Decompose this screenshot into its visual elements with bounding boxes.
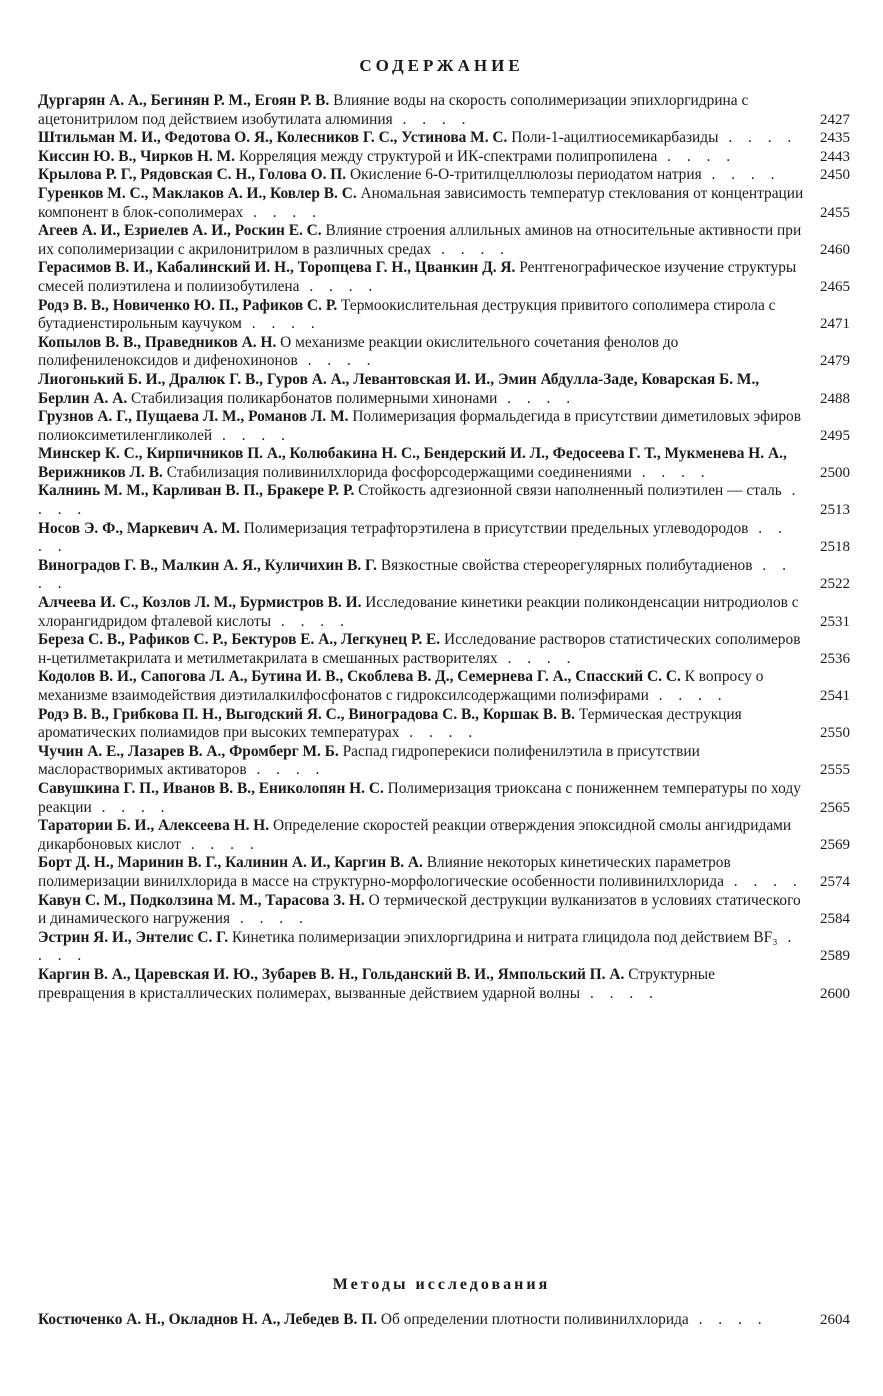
entry-title: Вязкостные свойства стереорегулярных полибутадиенов (380, 556, 753, 574)
entry-authors: Носов Э. Ф., Маркевич А. М. (38, 519, 240, 537)
entry-page-number: 2536 (820, 650, 850, 667)
entry-title: Влияние некоторых кинетических параметров полимеризации винилхлорида в массе на структурно-морфологические особенности поливинилхлорида (38, 854, 731, 890)
entry-title: О термической деструкции вулканизатов в условиях статического и динамического нагружения (38, 891, 801, 928)
toc-entry (38, 1311, 850, 1330)
leader-dots: . . . . (392, 110, 472, 128)
leader-dots: . . . . (718, 129, 798, 147)
entry-title: Стойкость адгезионной связи наполненный полиэтилен — сталь (358, 482, 782, 500)
leader-dots: . . . . (631, 463, 711, 481)
entry-title: Стабилизация поливинилхлорида фосфорсодержащими соединениями (166, 463, 632, 481)
toc-entry (38, 185, 850, 222)
entry-authors: Агеев А. И., Езриелев А. И., Роскин Е. С. (38, 222, 322, 240)
toc-entry (38, 334, 850, 371)
entry-authors: Каргин В. А., Царевская И. Ю., Зубарев В. Н., Гольданский В. И., Ямпольский П. А. (38, 965, 625, 983)
entry-authors: Савушкина Г. П., Иванов В. В., Ениколопян Н. С. (38, 779, 384, 797)
leader-dots: . . . . (243, 203, 322, 221)
leader-dots: . . . . (723, 872, 803, 890)
toc-entry (38, 148, 850, 167)
toc-entry (38, 166, 850, 185)
leader-dots: . . . . (212, 426, 291, 444)
entry-title: Об определении плотности поливинилхлорида (380, 1311, 689, 1328)
entry-title: Полимеризация тетрафторэтилена в присутствии предельных углеводородов (243, 519, 749, 537)
entry-page-number: 2541 (820, 688, 850, 704)
entry-authors: Лиогонький Б. И., Дралюк Г. В., Гуров А. А., Левантовская И. И., Эмин Абдулла-Заде, Коварская Б. М., Берлин А. А. (38, 370, 760, 407)
table-of-contents (38, 92, 850, 1003)
entry-page-number: 2471 (820, 316, 850, 333)
toc-entry (38, 259, 850, 296)
entry-page-number: 2569 (820, 836, 850, 853)
leader-dots: . . . . (241, 315, 321, 333)
entry-page-number: 2550 (820, 725, 850, 742)
leader-dots: . . . . (701, 166, 781, 184)
entry-authors: Копылов В. В., Праведников А. Н. (38, 333, 277, 351)
entry-title: Полимеризация формальдегида в присутствии диметиловых эфиров полиоксиметиленгликолей (38, 408, 801, 444)
entry-title: Стабилизация поликарбонатов полимерными хинонами (131, 389, 498, 407)
toc-entry (38, 631, 850, 668)
entry-title: Структурные превращения в кристаллических полимерах, вызванные действием ударной волны (38, 965, 715, 1002)
toc-entry (38, 780, 850, 817)
toc-entry (38, 445, 850, 482)
entry-title: Рентгенографическое изучение структуры смесей полиэтилена и полиизобутилена (38, 259, 797, 295)
leader-dots: . . . . (297, 352, 377, 370)
entry-page-number: 2479 (820, 353, 850, 370)
leader-dots: . . . . (38, 482, 802, 519)
leader-dots: . . . . (91, 798, 171, 816)
entry-page-number: 2500 (820, 464, 850, 481)
toc-entry (38, 743, 850, 780)
entry-authors: Алчеева И. С., Козлов Л. М., Бурмистров В. И. (38, 594, 362, 612)
entry-page-number: 2455 (820, 204, 850, 221)
table-of-contents-methods (38, 1311, 850, 1330)
entry-page-number: 2589 (820, 948, 850, 965)
toc-entry (38, 408, 850, 445)
entry-title: Влияние воды на скорость сополимеризации эпихлоргидрина с ацетонитрилом под действием изобутилата алюминия (38, 92, 749, 128)
toc-entry (38, 222, 850, 259)
entry-title: Влияние строения аллильных аминов на относительные активности при их сополимеризации с акрилонитрилом в различных средах (38, 222, 802, 258)
entry-title: Исследование кинетики реакции поликонденсации нитродиолов с хлорангидридом фталевой кислоты (38, 594, 799, 630)
entry-authors: Кавун С. М., Подколзина М. М., Тарасова З. Н. (38, 891, 365, 909)
entry-page-number: 2460 (820, 241, 850, 258)
leader-dots: . . . . (688, 1311, 768, 1328)
entry-title: К вопросу о механизме взаимодействия диэтилалкилфосфонатов с гидроксилсодержащими полиэфирами (38, 668, 764, 704)
leader-dots: . . . . (271, 612, 350, 630)
entry-title: Термическая деструкция ароматических полиамидов при высоких температурах (38, 705, 742, 742)
entry-authors: Эстрин Я. И., Энтелис С. Г. (38, 928, 229, 946)
toc-entry (38, 892, 850, 929)
leader-dots: . . . . (657, 147, 737, 165)
toc-entry (38, 371, 850, 408)
entry-title: Распад гидроперекиси полифенилэтила в присутствии маслорастворимых активаторов (38, 742, 700, 779)
entry-authors: Крылова Р. Г., Рядовская С. Н., Голова О. П. (38, 166, 347, 184)
entry-authors: Костюченко А. Н., Окладнов Н. А., Лебедев В. П. (38, 1311, 378, 1328)
entry-page-number: 2574 (820, 873, 850, 890)
entry-page-number: 2518 (820, 539, 850, 556)
leader-dots: . . . . (497, 649, 577, 667)
entry-page-number: 2565 (820, 799, 850, 816)
toc-entry (38, 92, 850, 129)
leader-dots: . . . . (580, 984, 659, 1002)
toc-entry (38, 520, 850, 557)
entry-page-number: 2427 (820, 111, 850, 128)
leader-dots: . . . . (38, 928, 798, 965)
leader-dots: . . . . (38, 519, 788, 556)
leader-dots: . . . . (38, 556, 792, 593)
leader-dots: . . . . (399, 724, 479, 742)
entry-title: О механизме реакции окислительного сочетания фенолов до полифениленоксидов и дифенохинонов (38, 333, 679, 370)
toc-entry (38, 557, 850, 594)
entry-authors: Штильман М. И., Федотова О. Я., Колесников Г. С., Устинова М. С. (38, 129, 508, 147)
leader-dots: . . . . (230, 910, 309, 928)
entry-page-number: 2488 (820, 390, 850, 407)
entry-page-number: 2531 (820, 613, 850, 630)
toc-entry (38, 129, 850, 148)
entry-title: Корреляция между структурой и ИК-спектрами полипропилена (238, 147, 658, 165)
entry-page-number: 2522 (820, 576, 850, 593)
toc-entry (38, 297, 850, 334)
toc-entry (38, 482, 850, 519)
entry-page-number: 2600 (820, 985, 850, 1002)
entry-authors: Герасимов В. И., Кабалинский И. Н., Торопцева Г. Н., Цванкин Д. Я. (38, 259, 516, 277)
entry-authors: Таратории Б. И., Алексеева Н. Н. (38, 817, 270, 835)
entry-title: Термоокислительная деструкция привитого сополимера стирола с бутадиенстирольным каучуком (38, 296, 776, 333)
entry-page-number: 2495 (820, 427, 850, 444)
entry-title: Поли-1-ацилтиосемикарбазиды (511, 129, 719, 147)
entry-authors: Чучин А. Е., Лазарев В. А., Фромберг М. Б. (38, 742, 339, 760)
entry-authors: Калнинь М. М., Карливан В. П., Бракере Р. Р. (38, 482, 355, 500)
entry-authors: Борт Д. Н., Маринин В. Г., Калинин А. И., Каргин В. А. (38, 854, 423, 872)
toc-entry (38, 817, 850, 854)
toc-entry (38, 966, 850, 1003)
toc-entry (38, 594, 850, 631)
toc-entry (38, 668, 850, 705)
entry-title: Исследование растворов статистических сополимеров н-цетилметакрилата и метилметакрилата в смешанных растворителях (38, 631, 801, 667)
leader-dots: . . . . (648, 687, 728, 704)
entry-authors: Минскер К. С., Кирпичников П. А., Колюбакина Н. С., Бендерский И. Л., Федосеева Г. Т., Мукменева Н. А., Верижников Л. В. (38, 445, 787, 481)
entry-authors: Кодолов В. И., Сапогова Л. А., Бутина И. В., Скоблева В. Д., Семернева Г. А., Спасский С. С. (38, 668, 681, 686)
entry-authors: Гуренков М. С., Маклаков А. И., Ковлер В. С. (38, 184, 357, 202)
leader-dots: . . . . (180, 835, 260, 853)
entry-title: Кинетика полимеризации эпихлоргидрина и нитрата глицидола под действием BF₃ (231, 928, 778, 946)
entry-page-number: 2450 (820, 167, 850, 184)
entry-title: Полимеризация триоксана с пониженнем температуры по ходу реакции (38, 779, 801, 816)
entry-authors: Береза С. В., Рафиков С. Р., Бектуров Е. А., Легкунец Р. Е. (38, 631, 441, 649)
entry-authors: Киссин Ю. В., Чирков Н. М. (38, 147, 236, 165)
page-title: СОДЕРЖАНИЕ (359, 56, 524, 75)
entry-authors: Грузнов А. Г., Пущаева Л. М., Романов Л. М. (38, 408, 349, 426)
section-title-methods: Методы исследования (332, 1276, 551, 1293)
entry-authors: Виноградов Г. В., Малкин А. Я., Куличихин В. Г. (38, 556, 377, 574)
toc-entry (38, 929, 850, 966)
leader-dots: . . . . (431, 240, 510, 258)
leader-dots: . . . . (246, 761, 326, 779)
entry-authors: Родэ В. В., Новиченко Ю. П., Рафиков С. Р. (38, 296, 338, 314)
entry-page-number: 2555 (820, 762, 850, 779)
entry-title: Окисление 6-О-тритилцеллюлозы периодатом натрия (349, 166, 702, 184)
entry-page-number: 2584 (820, 911, 850, 928)
entry-title: Аномальная зависимость температур стеклования от концентрации компонент в блок-сополимерах (38, 184, 804, 221)
entry-page-number: 2513 (820, 502, 850, 519)
entry-page-number: 2604 (820, 1312, 850, 1328)
entry-page-number: 2443 (820, 148, 850, 165)
entry-page-number: 2465 (820, 278, 850, 295)
entry-authors: Дургарян А. А., Бегинян Р. М., Егоян Р. В. (38, 92, 330, 109)
toc-entry (38, 706, 850, 743)
entry-page-number: 2435 (820, 130, 850, 147)
toc-entry (38, 854, 850, 891)
entry-title: Определение скоростей реакции отверждения эпоксидной смолы ангидридами дикарбоновых кислот (38, 817, 792, 853)
leader-dots: . . . . (497, 389, 577, 407)
leader-dots: . . . . (299, 277, 379, 295)
entry-authors: Родэ В. В., Грибкова П. Н., Выгодский Я. С., Виноградова С. В., Коршак В. В. (38, 705, 575, 723)
